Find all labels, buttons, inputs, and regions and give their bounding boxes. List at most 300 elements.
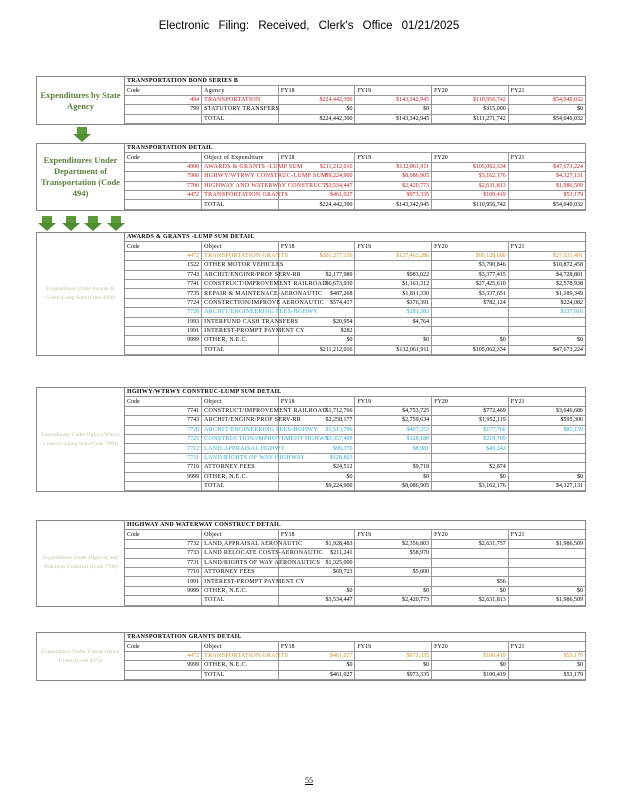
row-value: $1,325,000: [278, 558, 355, 567]
table-row: [125, 539, 585, 548]
table-row: [125, 95, 585, 104]
row-value: $3,646,686: [508, 406, 585, 415]
row-value: $3,377,415: [432, 270, 509, 279]
table-row: [125, 586, 585, 595]
table-title-row: [125, 144, 585, 153]
row-value: $177,766: [432, 425, 509, 434]
row-code: 9999: [125, 661, 202, 670]
col-year-header: FY18: [278, 242, 355, 251]
col-name-header: Object: [202, 242, 279, 251]
table-title-row: [125, 77, 585, 86]
row-code: 1522: [125, 261, 202, 270]
row-value: $973,335: [355, 190, 432, 199]
row-value: $95,128,686: [432, 251, 509, 260]
col-year-header: FY20: [432, 642, 509, 651]
row-value: $1,161,312: [355, 279, 432, 288]
row-name: CONSTRUCT/IMPROVEMENT RAILROAD: [202, 406, 279, 415]
row-code: 7732: [125, 539, 202, 548]
row-value: $8,086,905: [355, 481, 432, 490]
table-row: [125, 434, 585, 443]
row-value: [432, 549, 509, 558]
row-value: $85,139: [508, 425, 585, 434]
row-value: $0: [432, 586, 509, 595]
col-year-header: FY21: [508, 397, 585, 406]
arrow-head: [62, 223, 80, 231]
row-value: $0: [278, 105, 355, 114]
col-year-header: FY21: [508, 530, 585, 539]
block-side-label: Expenditures Under Awards & Grants Lump Sum (Code 4900): [37, 233, 125, 355]
block-side-label: Expenditures Under Department of Transportation (Code 494): [37, 144, 125, 210]
row-code: 7725: [125, 434, 202, 443]
row-value: $0: [278, 472, 355, 481]
row-code: 1993: [125, 317, 202, 326]
row-value: $2,420,773: [355, 181, 432, 190]
row-value: $461,027: [278, 190, 355, 199]
row-value: $5,000: [355, 567, 432, 576]
row-value: $53,179: [508, 670, 585, 679]
row-value: [355, 326, 432, 335]
table-row: [125, 463, 585, 472]
row-value: $3,534,447: [278, 181, 355, 190]
row-name: TRANSPORTATION GRANTS: [202, 651, 279, 660]
table-row: [125, 661, 585, 670]
row-value: $9,718: [355, 463, 432, 472]
row-name: HIGHWAY AND WATERWAY CONSTRUCT: [202, 181, 279, 190]
block-side-label: Expenditures Under Highway and Waterway Construct (Code 7700): [37, 521, 125, 606]
row-name: OTHER, N.E.C.: [202, 661, 279, 670]
detail-table: [125, 633, 585, 680]
row-value: $4,728,801: [508, 270, 585, 279]
row-value: $2,631,813: [432, 596, 509, 605]
col-year-header: FY18: [278, 397, 355, 406]
table-block-3: [36, 387, 586, 492]
row-value: $224,082: [508, 298, 585, 307]
row-value: $0: [508, 586, 585, 595]
col-year-header: FY18: [278, 86, 355, 95]
row-value: $47,673,224: [508, 162, 585, 171]
row-code: 7710: [125, 463, 202, 472]
table-header-row: [125, 397, 585, 406]
table-row: [125, 251, 585, 260]
row-name: INTEREST-PROMPT PAYMENT CY: [202, 326, 279, 335]
row-code: [125, 481, 202, 490]
row-value: $407,353: [355, 425, 432, 434]
row-code: 494: [125, 95, 202, 104]
arrow-head: [73, 134, 91, 142]
row-value: [508, 434, 585, 443]
table-row: [125, 162, 585, 171]
row-code: 7733: [125, 549, 202, 558]
table-title-row: [125, 388, 585, 397]
row-value: [355, 577, 432, 586]
col-year-header: FY18: [278, 153, 355, 162]
table-title: HIGHWAY AND WATERWAY CONSTRUCT DETAIL: [125, 521, 585, 530]
row-value: [508, 453, 585, 462]
row-name: OTHER, N.E.C.: [202, 586, 279, 595]
row-value: $54,040,032: [508, 200, 585, 209]
row-value: [508, 317, 585, 326]
table-block-5: [36, 632, 586, 681]
row-code: 1991: [125, 326, 202, 335]
row-value: $3,162,176: [432, 481, 509, 490]
row-code: [125, 345, 202, 354]
row-code: 4472: [125, 251, 202, 260]
row-value: $315,000: [432, 105, 509, 114]
block-side-label: Expenditures Under Transportation Grants (Code 4472): [37, 633, 125, 680]
row-name: CONSTRUCTION/IMPROVEMENT HGHWY: [202, 434, 279, 443]
table-row: [125, 651, 585, 660]
detail-table: [125, 233, 585, 355]
row-value: [432, 308, 509, 317]
row-name: REPAIR & MAINTENACE-AERONAUTIC: [202, 289, 279, 298]
row-value: $782,124: [432, 298, 509, 307]
table-title: TRANSPORTATION DETAIL: [125, 144, 585, 153]
table-row: [125, 279, 585, 288]
row-value: $8,086,905: [355, 172, 432, 181]
row-name: LAND RELOCATE COSTS-AERONAUTIC: [202, 549, 279, 558]
row-code: [125, 114, 202, 123]
row-name: TOTAL: [202, 670, 279, 679]
row-value: $128,180: [355, 434, 432, 443]
row-value: [278, 261, 355, 270]
row-value: $2,177,989: [278, 270, 355, 279]
detail-table: [125, 388, 585, 491]
row-value: $9,224,900: [278, 172, 355, 181]
row-value: $3,534,447: [278, 596, 355, 605]
row-value: $224,442,390: [278, 95, 355, 104]
row-value: [432, 317, 509, 326]
table-row: [125, 453, 585, 462]
table-row: [125, 308, 585, 317]
row-value: $1,986,509: [508, 181, 585, 190]
row-name: ATTORNEY FEES: [202, 463, 279, 472]
row-code: 7724: [125, 298, 202, 307]
row-code: 1991: [125, 577, 202, 586]
row-value: $100,419: [432, 670, 509, 679]
row-code: 4472: [125, 651, 202, 660]
table-header-row: [125, 530, 585, 539]
block-side-label: Expenditures Under Hghwy/Wtrwy Construc Lump Sum (Code 7900): [37, 388, 125, 491]
table-row: [125, 181, 585, 190]
col-name-header: Agency: [202, 86, 279, 95]
col-code-header: Code: [125, 642, 202, 651]
arrow-stem: [111, 216, 121, 223]
row-value: $0: [278, 661, 355, 670]
row-name: ARCHIT/ENGINEERING FEES-HGHWY: [202, 308, 279, 317]
table-row: [125, 336, 585, 345]
detail-table: [125, 144, 585, 210]
row-value: $0: [508, 661, 585, 670]
row-code: 7731: [125, 558, 202, 567]
row-value: [508, 558, 585, 567]
row-code: 7743: [125, 416, 202, 425]
col-year-header: FY20: [432, 86, 509, 95]
detail-table: [125, 521, 585, 606]
row-value: $281,383: [355, 308, 432, 317]
row-name: LAND,APPRAISAL HGHWY: [202, 444, 279, 453]
row-code: [125, 200, 202, 209]
total-row: [125, 114, 585, 123]
arrow-head: [84, 223, 102, 231]
row-name: TOTAL: [202, 481, 279, 490]
row-value: $4,327,131: [508, 172, 585, 181]
row-value: $211,212,016: [278, 162, 355, 171]
row-value: $211,241: [278, 549, 355, 558]
row-name: TRANSPORTATION: [202, 95, 279, 104]
row-value: $461,027: [278, 670, 355, 679]
col-year-header: FY19: [355, 642, 432, 651]
row-code: 4472: [125, 190, 202, 199]
row-value: $219,709: [432, 434, 509, 443]
col-year-header: FY21: [508, 86, 585, 95]
table-title: TRANSPORTATION GRANTS DETAIL: [125, 633, 585, 642]
page-number: 55: [305, 776, 313, 785]
row-value: $973,335: [355, 670, 432, 679]
row-value: $1,513,796: [278, 425, 355, 434]
row-value: $2,356,803: [355, 539, 432, 548]
row-code: 799: [125, 105, 202, 114]
row-value: $53,179: [508, 651, 585, 660]
row-name: TRANSPORTATION GRANTS: [202, 251, 279, 260]
col-name-header: Object of Expenditure: [202, 153, 279, 162]
table-block-1: [36, 143, 586, 211]
row-name: OTHER MOTOR VEHICLES: [202, 261, 279, 270]
row-value: $0: [355, 586, 432, 595]
row-value: $224,442,390: [278, 200, 355, 209]
row-value: $143,342,945: [355, 95, 432, 104]
row-value: [508, 326, 585, 335]
block-side-label: Expenditures by State Agency: [37, 77, 125, 124]
row-value: $110,956,742: [432, 95, 509, 104]
table-row: [125, 577, 585, 586]
row-name: LAND/RIGHTS OF WAY AERONAUTICS: [202, 558, 279, 567]
row-value: $211,212,016: [278, 345, 355, 354]
total-row: [125, 670, 585, 679]
row-value: $201,277,156: [278, 251, 355, 260]
table-row: [125, 105, 585, 114]
arrow-head: [107, 223, 125, 231]
row-code: 7900: [125, 172, 202, 181]
row-value: [508, 549, 585, 558]
table-title-row: [125, 233, 585, 242]
row-value: $137,916: [508, 308, 585, 317]
row-value: $56: [432, 577, 509, 586]
row-code: 7741: [125, 279, 202, 288]
row-value: [432, 453, 509, 462]
col-year-header: FY19: [355, 530, 432, 539]
table-row: [125, 549, 585, 558]
row-value: $10,872,458: [508, 261, 585, 270]
table-row: [125, 190, 585, 199]
row-name: LAND/RIGHTS OF WAY HIGHWAY: [202, 453, 279, 462]
table-header-row: [125, 86, 585, 95]
row-value: $127,463,286: [355, 251, 432, 260]
table-header-row: [125, 642, 585, 651]
row-value: $54,040,032: [508, 95, 585, 104]
arrow-head: [38, 223, 56, 231]
col-name-header: Object: [202, 642, 279, 651]
row-value: $1,928,483: [278, 539, 355, 548]
col-year-header: FY19: [355, 86, 432, 95]
row-value: $8,981: [355, 444, 432, 453]
col-code-header: Code: [125, 530, 202, 539]
row-value: [432, 326, 509, 335]
table-row: [125, 406, 585, 415]
row-value: [508, 577, 585, 586]
row-name: TOTAL: [202, 200, 279, 209]
row-value: $0: [355, 661, 432, 670]
row-name: INTEREST-PROMPT PAYMENT CY: [202, 577, 279, 586]
col-code-header: Code: [125, 86, 202, 95]
row-value: $100,419: [432, 651, 509, 660]
arrow-stem: [66, 216, 76, 223]
row-value: $53,179: [508, 190, 585, 199]
col-year-header: FY19: [355, 242, 432, 251]
row-name: TOTAL: [202, 345, 279, 354]
row-value: $0: [508, 472, 585, 481]
row-value: $0: [278, 586, 355, 595]
row-value: [355, 558, 432, 567]
row-code: 7728: [125, 308, 202, 317]
row-value: $1,189,349: [508, 289, 585, 298]
table-header-row: [125, 153, 585, 162]
row-value: $143,342,945: [355, 114, 432, 123]
table-title: AWARDS & GRANTS -LUMP SUM DETAIL: [125, 233, 585, 242]
table-row: [125, 326, 585, 335]
table-row: [125, 317, 585, 326]
table-row: [125, 416, 585, 425]
total-row: [125, 481, 585, 490]
row-name: INTERFUND CASH TRANSFERS: [202, 317, 279, 326]
row-value: $0: [432, 336, 509, 345]
col-year-header: FY20: [432, 153, 509, 162]
row-name: ARCHIT/ENGINR/PROF SERV-RR: [202, 416, 279, 425]
row-code: 7712: [125, 444, 202, 453]
row-value: $110,956,742: [432, 200, 509, 209]
row-value: $0: [508, 336, 585, 345]
col-code-header: Code: [125, 153, 202, 162]
row-value: $4,753,725: [355, 406, 432, 415]
row-value: $2,578,938: [508, 279, 585, 288]
table-block-2: [36, 232, 586, 356]
table-row: [125, 444, 585, 453]
row-value: $2,874: [432, 463, 509, 472]
row-value: $20,954: [278, 317, 355, 326]
page-header: Electronic Filing: Received, Clerk's Office 01/21/2025: [158, 20, 460, 32]
row-code: 9999: [125, 336, 202, 345]
table-title-row: [125, 521, 585, 530]
row-value: $3,337,651: [432, 289, 509, 298]
row-value: $2,631,813: [432, 181, 509, 190]
row-code: 7735: [125, 289, 202, 298]
row-value: $2,631,757: [432, 539, 509, 548]
row-value: $100,419: [432, 190, 509, 199]
row-value: $4,764: [355, 317, 432, 326]
row-value: $40,242: [432, 444, 509, 453]
table-title-row: [125, 633, 585, 642]
row-code: 7700: [125, 181, 202, 190]
row-value: $105,062,334: [432, 345, 509, 354]
row-name: OTHER, N.E.C.: [202, 336, 279, 345]
row-value: $0: [432, 472, 509, 481]
row-value: $27,425,610: [432, 279, 509, 288]
row-value: $376,391: [355, 298, 432, 307]
row-code: [125, 670, 202, 679]
row-value: $4,327,131: [508, 481, 585, 490]
row-value: [508, 463, 585, 472]
table-title: HGHWY/WTRWY CONSTRUC-LUMP SUM DETAIL: [125, 388, 585, 397]
row-value: $69,723: [278, 567, 355, 576]
row-code: 4900: [125, 162, 202, 171]
row-value: [432, 558, 509, 567]
col-name-header: Object: [202, 530, 279, 539]
col-year-header: FY20: [432, 530, 509, 539]
row-value: [508, 444, 585, 453]
row-value: [355, 261, 432, 270]
row-value: $1,952,119: [432, 416, 509, 425]
row-value: $2,420,773: [355, 596, 432, 605]
col-year-header: FY20: [432, 397, 509, 406]
row-value: $27,631,491: [508, 251, 585, 260]
row-code: 7728: [125, 425, 202, 434]
row-value: $3,162,176: [432, 172, 509, 181]
row-value: $9,224,900: [278, 481, 355, 490]
arrow-stem: [88, 216, 98, 223]
row-value: $128,863: [278, 453, 355, 462]
row-name: CONSTRUCT/IMPROVEMENT RAILROAD: [202, 279, 279, 288]
row-value: $105,062,334: [432, 162, 509, 171]
table-block-4: [36, 520, 586, 607]
row-value: $47,673,224: [508, 345, 585, 354]
col-year-header: FY18: [278, 530, 355, 539]
row-code: 7741: [125, 406, 202, 415]
table-row: [125, 425, 585, 434]
row-name: ARCHIT/ENGINR/PROF SERV-RR: [202, 270, 279, 279]
row-value: $1,712,766: [278, 406, 355, 415]
table-row: [125, 567, 585, 576]
row-code: 7711: [125, 453, 202, 462]
table-row: [125, 289, 585, 298]
col-year-header: FY19: [355, 153, 432, 162]
row-value: $54,040,032: [508, 114, 585, 123]
row-value: $132,061,911: [355, 345, 432, 354]
row-value: $99,376: [278, 444, 355, 453]
row-name: CONSTRCTION/IMPROVE AERONAUTIC: [202, 298, 279, 307]
row-code: 9999: [125, 586, 202, 595]
row-name: OTHER, N.E.C.: [202, 472, 279, 481]
row-value: $772,469: [432, 406, 509, 415]
row-name: TOTAL: [202, 596, 279, 605]
row-code: 9999: [125, 472, 202, 481]
page-footer: [0, 776, 618, 785]
row-value: [432, 567, 509, 576]
row-value: $0: [432, 661, 509, 670]
table-row: [125, 298, 585, 307]
row-value: $3,357,409: [278, 434, 355, 443]
row-value: $2,258,177: [278, 416, 355, 425]
row-code: 7710: [125, 567, 202, 576]
detail-table: [125, 77, 585, 124]
row-value: $224,442,390: [278, 114, 355, 123]
table-header-row: [125, 242, 585, 251]
table-title: TRANSPORTATION BOND SERIES B: [125, 77, 585, 86]
row-value: $461,027: [278, 651, 355, 660]
row-value: $1,986,509: [508, 539, 585, 548]
col-year-header: FY21: [508, 242, 585, 251]
row-name: TRANSPORTATION GRANTS: [202, 190, 279, 199]
row-value: $58,970: [355, 549, 432, 558]
row-name: TOTAL: [202, 114, 279, 123]
